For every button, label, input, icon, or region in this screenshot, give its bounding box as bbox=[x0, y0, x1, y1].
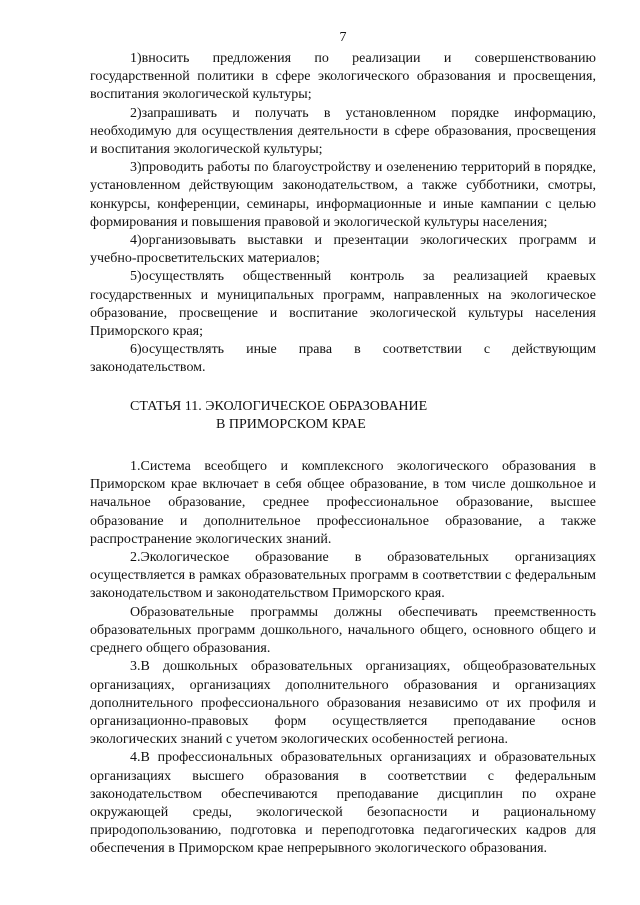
page-number: 7 bbox=[339, 30, 347, 45]
article-paragraph-2: 2.Экологическое образование в образовательных организациях осуществляется в рамках образовательных программ в соответствии с федеральным законодательством и законодательством Приморского края. bbox=[90, 550, 596, 602]
paragraph-right-5: 5)осуществлять общественный контроль за реализацией краевых государственных и муниципальных программ, направленных на экологическое образование, просвещение и воспитание экологической культуры населения Приморского края; bbox=[90, 269, 596, 340]
paragraph-right-2: 2)запрашивать и получать в установленном порядке информацию, необходимую для осуществления деятельности в сфере образования, просвещения и воспитания экологической культуры; bbox=[90, 105, 596, 158]
paragraph-right-1: 1)вносить предложения по реализации и совершенствованию государственной политики в сфере экологического образования и просвещения, воспитания экологической культуры; bbox=[90, 51, 596, 103]
article-heading-line-1: СТАТЬЯ 11. ЭКОЛОГИЧЕСКОЕ ОБРАЗОВАНИЕ bbox=[130, 398, 428, 414]
paragraph-right-6: 6)осуществлять иные права в соответствии с действующим законодательством. bbox=[90, 342, 596, 376]
article-paragraph-2-continued: Образовательные программы должны обеспечивать преемственность образовательных программ дошкольного, начального общего, основного общего и среднего общего образования. bbox=[90, 604, 596, 657]
article-paragraph-4: 4.В профессиональных образовательных организациях и образовательных организациях высшего образования в соответствии с федеральным законодательством обеспечиваются преподавание дисциплин по охране окружающей среды, экологической безопасности и рациональному природопользованию, подготовка и переподготовка педагогических кадров для обеспечения в Приморском крае непрерывного экологического образования. bbox=[90, 750, 596, 857]
article-paragraph-3: 3.В дошкольных образовательных организациях, общеобразовательных организациях, организациях дополнительного образования и организациях дополнительного профессионального образования независимо от их профиля и организационно-правовых форм осуществляется преподавание основ экологических знаний с учетом экологических особенностей региона. bbox=[90, 659, 596, 748]
article-heading bbox=[90, 398, 596, 434]
article-paragraph-1: 1.Система всеобщего и комплексного экологического образования в Приморском крае включает в себя общее образование, в том числе дошкольное и начальное образование, среднее профессиональное образование, высшее образование и дополнительное профессиональное образование, а также распространение экологических знаний. bbox=[90, 459, 596, 547]
article-heading-line-2: В ПРИМОРСКОМ КРАЕ bbox=[216, 416, 366, 432]
paragraph-right-4: 4)организовывать выставки и презентации экологических программ и учебно-просветительских материалов; bbox=[90, 233, 596, 267]
paragraph-right-3: 3)проводить работы по благоустройству и озеленению территорий в порядке, установленном действующим законодательством, а также субботники, смотры, конкурсы, конференции, семинары, информационные и иные кампании с целью формирования и повышения правовой и экологической культуры населения; bbox=[90, 160, 596, 230]
